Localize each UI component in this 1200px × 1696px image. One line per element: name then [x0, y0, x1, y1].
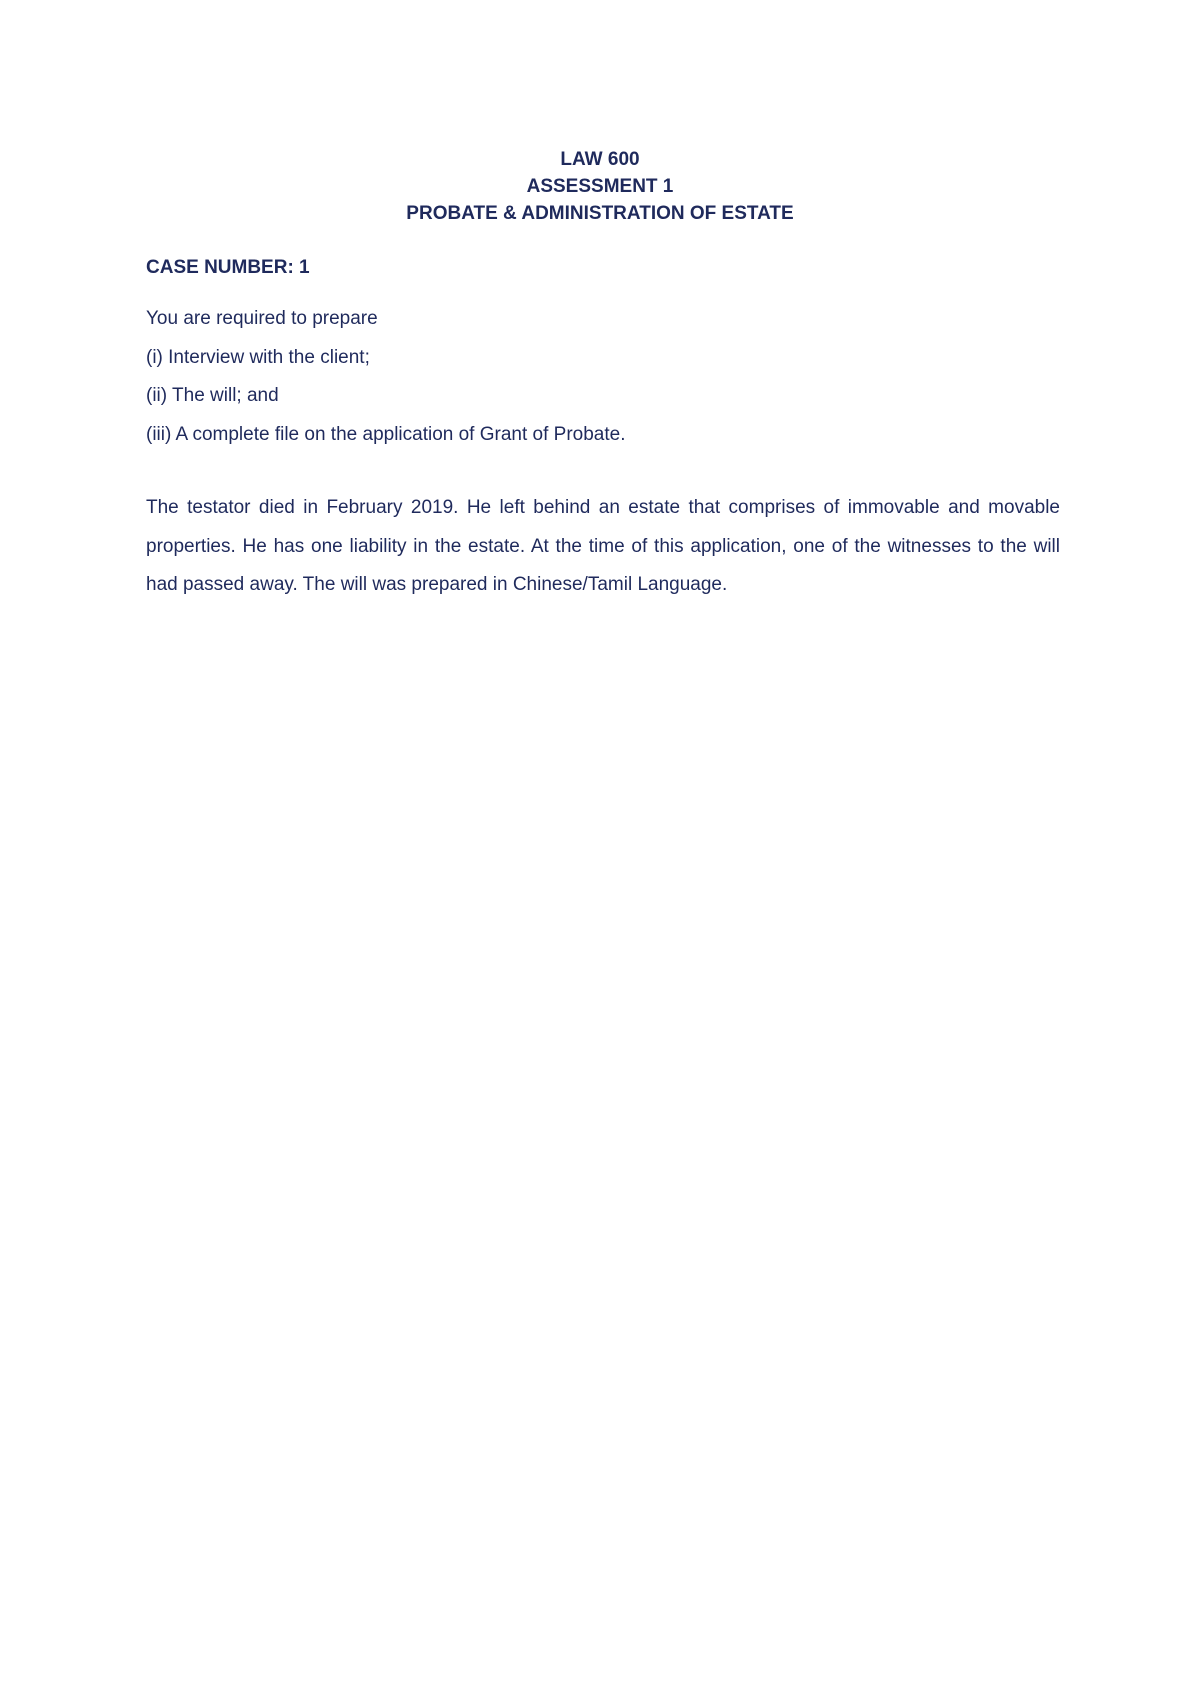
- subject-title: PROBATE & ADMINISTRATION OF ESTATE: [406, 203, 794, 224]
- instructions-intro: You are required to prepare: [146, 308, 378, 329]
- assessment-title: ASSESSMENT 1: [526, 176, 674, 197]
- instruction-item: (ii) The will; and: [146, 385, 279, 406]
- instruction-item: (iii) A complete file on the application of Grant of Probate.: [146, 423, 626, 445]
- course-code: LAW 600: [560, 149, 640, 170]
- instruction-item: (i) Interview with the client;: [146, 346, 370, 368]
- case-facts-paragraph: The testator died in February 2019. He left behind an estate that comprises of immovable and movable properties. He has one liability in the estate. At the time of this application, one of the witnesses to the will had passed away. The will was prepared in Chinese/Tamil Language.: [146, 497, 1060, 595]
- document-header: [0, 146, 1200, 227]
- instructions-block: [146, 300, 1066, 454]
- case-number-heading: CASE NUMBER: 1: [146, 257, 310, 278]
